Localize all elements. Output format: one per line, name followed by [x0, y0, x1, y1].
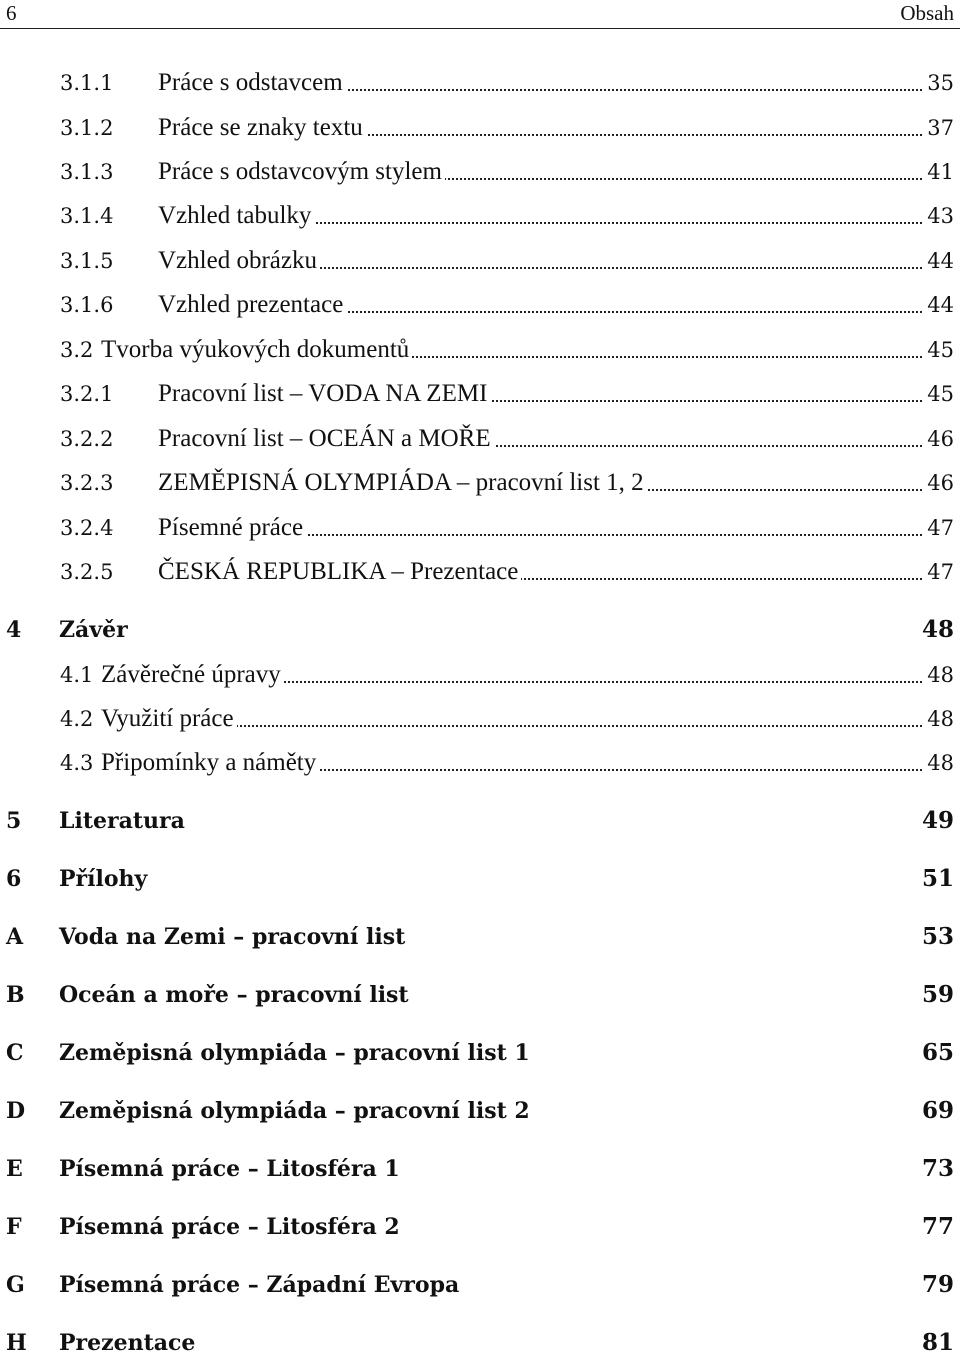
toc-entry-number: 3.1.3	[60, 160, 114, 184]
toc-entry-page: 51	[919, 862, 954, 896]
toc-entry-title: Práce s odstavcem	[158, 66, 346, 100]
toc-entry-title: ČESKÁ REPUBLIKA – Prezentace	[158, 555, 521, 589]
toc-entry-number: 5	[6, 808, 22, 834]
toc-entry-title: Vzhled prezentace	[158, 288, 346, 322]
toc-entry[interactable]	[0, 466, 960, 500]
toc-entry-number: 6	[6, 866, 22, 892]
toc-entry-page: 46	[924, 466, 954, 500]
toc-entry-number: 3.1.5	[60, 249, 114, 273]
toc-entry-title: Písemná práce – Litosféra 2	[59, 1210, 403, 1244]
toc-entry[interactable]	[0, 1094, 960, 1128]
toc-entry-number: G	[6, 1272, 25, 1298]
toc-entry-number: E	[6, 1156, 23, 1182]
toc-entry-title: Připomínky a náměty	[101, 746, 319, 780]
toc-entry-number: 4.1	[60, 663, 94, 687]
toc-entry-number: 3.2.4	[60, 516, 114, 540]
toc-entry-title: Písemné práce	[158, 511, 306, 545]
toc-entry-page: 81	[919, 1326, 954, 1360]
toc-entry-title: Zeměpisná olympiáda – pracovní list 1	[59, 1036, 533, 1070]
toc-entry-page: 48	[924, 658, 954, 692]
toc-entry[interactable]	[0, 288, 960, 322]
toc-entry-title: Závěr	[59, 613, 131, 647]
toc-entry-number: C	[6, 1040, 24, 1066]
toc-entry[interactable]	[0, 555, 960, 589]
toc-entry-number: D	[6, 1098, 26, 1124]
toc-entry-title: Vzhled obrázku	[158, 244, 320, 278]
toc-entry-number: 4.3	[60, 751, 94, 775]
toc-entry-title: Práce s odstavcovým stylem	[158, 155, 445, 189]
toc-entry-page: 59	[919, 978, 954, 1012]
toc-entry[interactable]	[0, 920, 960, 954]
toc-entry-number: 3.2.3	[60, 471, 114, 495]
toc-entry[interactable]	[0, 1326, 960, 1360]
toc-entry-title: Písemná práce – Západní Evropa	[59, 1268, 462, 1302]
toc-entry[interactable]	[0, 978, 960, 1012]
toc-entry[interactable]	[0, 111, 960, 145]
toc-entry-page: 48	[924, 746, 954, 780]
toc-entry[interactable]	[0, 746, 960, 780]
toc-entry-title: Závěrečné úpravy	[101, 658, 284, 692]
toc-entry[interactable]	[0, 702, 960, 736]
toc-entry-title: Tvorba výukových dokumentů	[101, 333, 412, 367]
toc-entry-number: F	[6, 1214, 22, 1240]
toc-entry-title: Pracovní list – VODA NA ZEMI	[158, 377, 490, 411]
toc-entry-page: 47	[924, 511, 954, 545]
toc-entry[interactable]	[0, 333, 960, 367]
toc-entry[interactable]	[0, 66, 960, 100]
toc-entry[interactable]	[0, 199, 960, 233]
toc-entry-page: 69	[919, 1094, 954, 1128]
toc-entry-page: 45	[924, 333, 954, 367]
toc-entry[interactable]	[0, 422, 960, 456]
toc-entry-page: 53	[919, 920, 954, 954]
toc-entry-title: Přílohy	[59, 862, 150, 896]
toc-entry-page: 37	[924, 111, 954, 145]
toc-entry-title: Prezentace	[59, 1326, 198, 1360]
toc-entry[interactable]	[0, 862, 960, 896]
toc-entry-number: 3.2	[60, 338, 94, 362]
page-number: 6	[6, 1, 17, 25]
toc-entry-title: Literatura	[59, 804, 188, 838]
toc-entry-page: 44	[924, 244, 954, 278]
toc-entry-page: 41	[924, 155, 954, 189]
toc-entry-page: 65	[919, 1036, 954, 1070]
toc-entry-number: 3.1.4	[60, 204, 114, 228]
toc-entry-page: 43	[924, 199, 954, 233]
toc-entry-page: 79	[919, 1268, 954, 1302]
toc-entry-title: ZEMĚPISNÁ OLYMPIÁDA – pracovní list 1, 2	[158, 466, 647, 500]
toc-entry[interactable]	[0, 155, 960, 189]
toc-entry-page: 45	[924, 377, 954, 411]
toc-entry-page: 44	[924, 288, 954, 322]
toc-entry[interactable]	[0, 377, 960, 411]
toc-entry-title: Využití práce	[101, 702, 237, 736]
toc-entry[interactable]	[0, 511, 960, 545]
toc-entry-title: Vzhled tabulky	[158, 199, 314, 233]
toc-entry-title: Voda na Zemi – pracovní list	[59, 920, 408, 954]
toc-entry-number: 3.2.5	[60, 560, 114, 584]
toc-entry-number: 3.1.6	[60, 293, 114, 317]
toc-entry-page: 35	[924, 66, 954, 100]
toc-entry-number: 4.2	[60, 707, 94, 731]
toc-entry-page: 48	[924, 702, 954, 736]
toc-entry[interactable]	[0, 658, 960, 692]
toc-entry[interactable]	[0, 804, 960, 838]
toc-entry-title: Pracovní list – OCEÁN a MOŘE	[158, 422, 494, 456]
toc-entry-title: Oceán a moře – pracovní list	[59, 978, 412, 1012]
toc-entry-page: 73	[919, 1152, 954, 1186]
toc-entry-title: Zeměpisná olympiáda – pracovní list 2	[59, 1094, 533, 1128]
toc-entry-page: 46	[924, 422, 954, 456]
toc-entry-number: B	[6, 982, 25, 1008]
toc-entry-title: Písemná práce – Litosféra 1	[59, 1152, 403, 1186]
running-head: Obsah	[900, 1, 954, 25]
toc-entry[interactable]	[0, 1210, 960, 1244]
page-header	[0, 0, 960, 29]
toc-entry-number: H	[6, 1330, 27, 1356]
toc-entry-page: 77	[919, 1210, 954, 1244]
toc-entry-number: 4	[6, 617, 22, 643]
toc-entry-number: 3.2.2	[60, 427, 114, 451]
toc-entry[interactable]	[0, 1152, 960, 1186]
toc-entry-title: Práce se znaky textu	[158, 111, 366, 145]
toc-entry-number: 3.1.2	[60, 116, 114, 140]
toc-entry-number: 3.1.1	[60, 71, 114, 95]
toc-entry[interactable]	[0, 244, 960, 278]
toc-entry-page: 49	[919, 804, 954, 838]
toc-entry-number: A	[6, 924, 24, 950]
toc-entry-page: 48	[919, 613, 954, 647]
toc-entry[interactable]	[0, 1268, 960, 1302]
toc-entry-page: 47	[924, 555, 954, 589]
toc-entry[interactable]	[0, 613, 960, 647]
toc-entry-number: 3.2.1	[60, 382, 114, 406]
toc-entry[interactable]	[0, 1036, 960, 1070]
